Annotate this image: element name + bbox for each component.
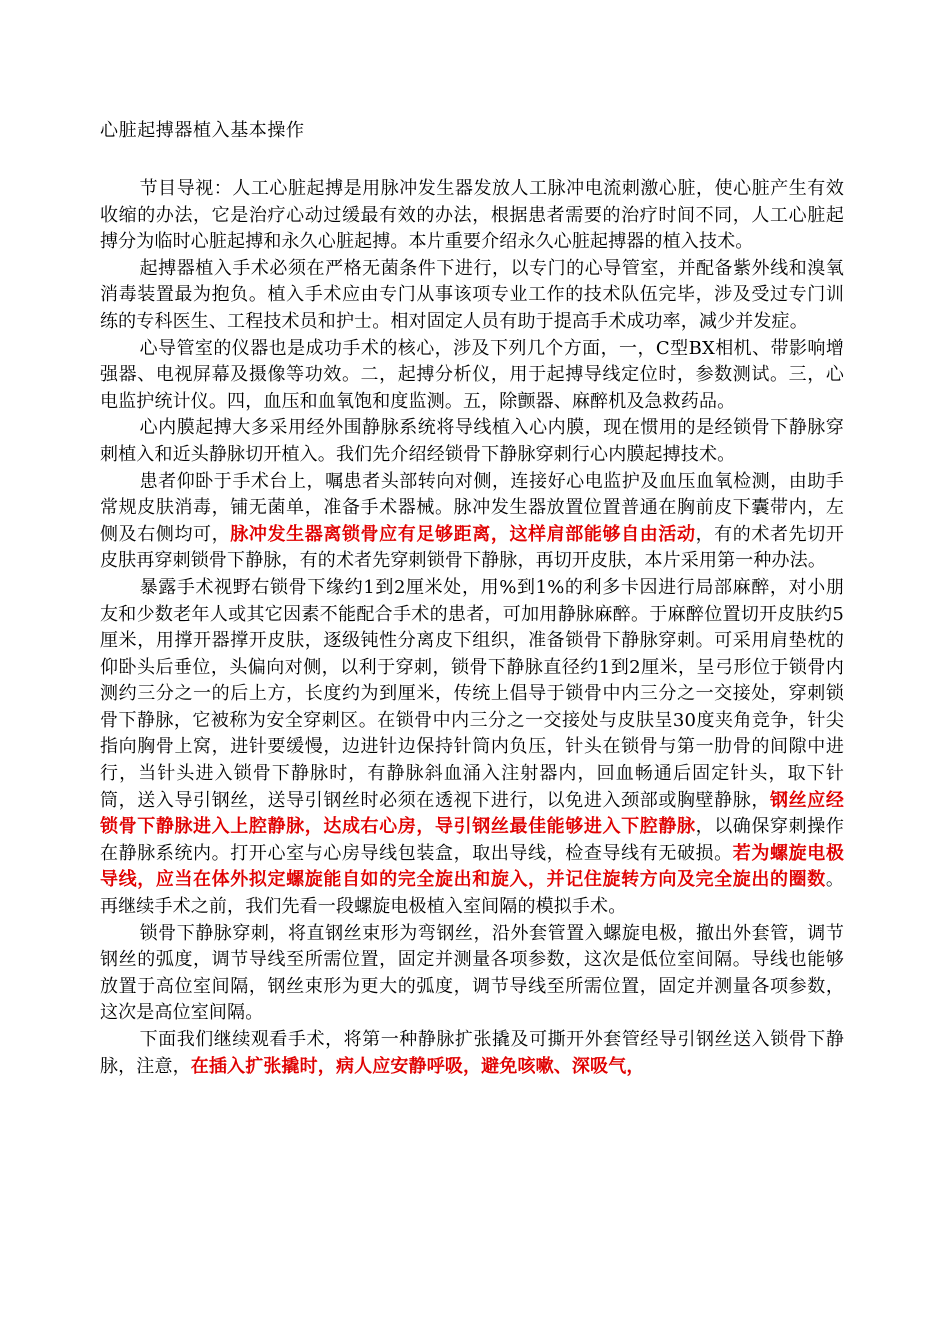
highlighted-text: 若为螺旋电极导线，应当在体外拟定螺旋能自如的完全旋出和旋入，并记住旋转方向及完全旋出的圈数 xyxy=(100,842,844,891)
highlighted-text: 在插入扩张撬时，病人应安静呼吸，避免咳嗽、深吸气， xyxy=(190,1055,645,1077)
paragraph-3 xyxy=(100,336,844,416)
paragraph-text: 心导管室的仪器也是成功手术的核心，涉及下列几个方面，一，C型BX相机、带影响增强器、电视屏幕及摄像等功效。二，起搏分析仪，用于起搏导线定位时，参数测试。三，心电监护统计仪。四，血压和血氧饱和度监测。五，除颤器、麻醉机及急救药品。 xyxy=(100,337,844,412)
paragraph-text: 起搏器植入手术必须在严格无菌条件下进行，以专门的心导管室，并配备紫外线和溴氧消毒装置最为抱负。植入手术应由专门从事该项专业工作的技术队伍完毕，涉及受过专门训练的专科医生、工程技术员和护士。相对固定人员有助于提高手术成功率，减少并发症。 xyxy=(100,257,844,332)
paragraph-1 xyxy=(100,176,844,256)
paragraph-text: 节目导视：人工心脏起搏是用脉冲发生器发放人工脉冲电流刺激心脏，使心脏产生有效收缩的办法，它是治疗心动过缓最有效的办法，根据患者需要的治疗时间不同，人工心脏起搏分为临时心脏起搏和永久心脏起搏。本片重要介绍永久心脏起搏器的植入技术。 xyxy=(100,178,844,253)
paragraph-text: 心内膜起搏大多采用经外围静脉系统将导线植入心内膜，现在惯用的是经锁骨下静脉穿刺植入和近头静脉切开植入。我们先介绍经锁骨下静脉穿刺行心内膜起搏技术。 xyxy=(100,417,844,465)
highlighted-text: 脉冲发生器离锁骨应有足够距离，这样肩部能够自由活动 xyxy=(230,523,696,545)
paragraph-8 xyxy=(100,1027,844,1080)
document-page xyxy=(100,118,844,1080)
highlighted-text: 钢丝应经锁骨下静脉进入上腔静脉，达成右心房，导引钢丝最佳能够进入下腔静脉 xyxy=(100,789,844,838)
paragraph-text: 患者仰卧于手术台上，嘱患者头部转向对侧，连接好心电监护及血压血氧检测，由助手常规皮肤消毒，铺无菌单，准备手术器械。脉冲发生器放置位置普通在胸前皮下囊带内，左侧及右侧均可， xyxy=(100,470,844,545)
paragraph-2 xyxy=(100,256,844,336)
document-body xyxy=(100,176,844,1080)
paragraph-5 xyxy=(100,469,844,575)
paragraph-text: ，以确保穿刺操作在静脉系统内。打开心室与心房导线包装盒，取出导线，检查导线有无破损。 xyxy=(100,816,845,864)
paragraph-text: 下面我们继续观看手术，将第一种静脉扩张撬及可撕开外套管经导引钢丝送入锁骨下静脉，注意， xyxy=(100,1029,844,1077)
paragraph-text: ，有的术者先切开皮肤再穿刺锁骨下静脉，有的术者先穿刺锁骨下静脉，再切开皮肤，本片采用第一种办法。 xyxy=(100,523,844,572)
paragraph-6 xyxy=(100,575,844,921)
paragraph-4 xyxy=(100,415,844,468)
paragraph-text: 暴露手术视野右锁骨下缘约1到2厘米处，用%到1%的利多卡因进行局部麻醉，对小朋友和少数老年人或其它因素不能配合手术的患者，可加用静脉麻醉。于麻醉位置切开皮肤约5厘米，用撑开器撑开皮肤，逐级钝性分离皮下组织，准备锁骨下静脉穿刺。可采用肩垫枕的仰卧头后垂位，头偏向对侧，以利于穿刺，锁骨下静脉直径约1到2厘米，呈弓形位于锁骨内测约三分之一的后上方，长度约为到厘米，传统上倡导于锁骨中内三分之一交接处，穿刺锁骨下静脉，它被称为安全穿刺区。在锁骨中内三分之一交接处与皮肤呈30度夹角竞争，针尖指向胸骨上窝，进针要缓慢，边进针边保持针筒内负压，针头在锁骨与第一肋骨的间隙中进行，当针头进入锁骨下静脉时，有静脉斜血涌入注射器内，回血畅通后固定针头，取下针筒，送入导引钢丝，送导引钢丝时必须在透视下进行，以免进入颈部或胸壁静脉， xyxy=(100,576,844,811)
paragraph-text: 。再继续手术之前，我们先看一段螺旋电极植入室间隔的模拟手术。 xyxy=(100,869,844,918)
paragraph-text: 锁骨下静脉穿刺，将直钢丝束形为弯钢丝，沿外套管置入螺旋电极，撤出外套管，调节钢丝的弧度，调节导线至所需位置，固定并测量各项参数，这次是低位室间隔。导线也能够放置于高位室间隔，钢丝束形为更大的弧度，调节导线至所需位置，固定并测量各项参数，这次是高位室间隔。 xyxy=(100,922,844,1024)
paragraph-7 xyxy=(100,921,844,1027)
document-title: 心脏起搏器植入基本操作 xyxy=(100,120,305,141)
